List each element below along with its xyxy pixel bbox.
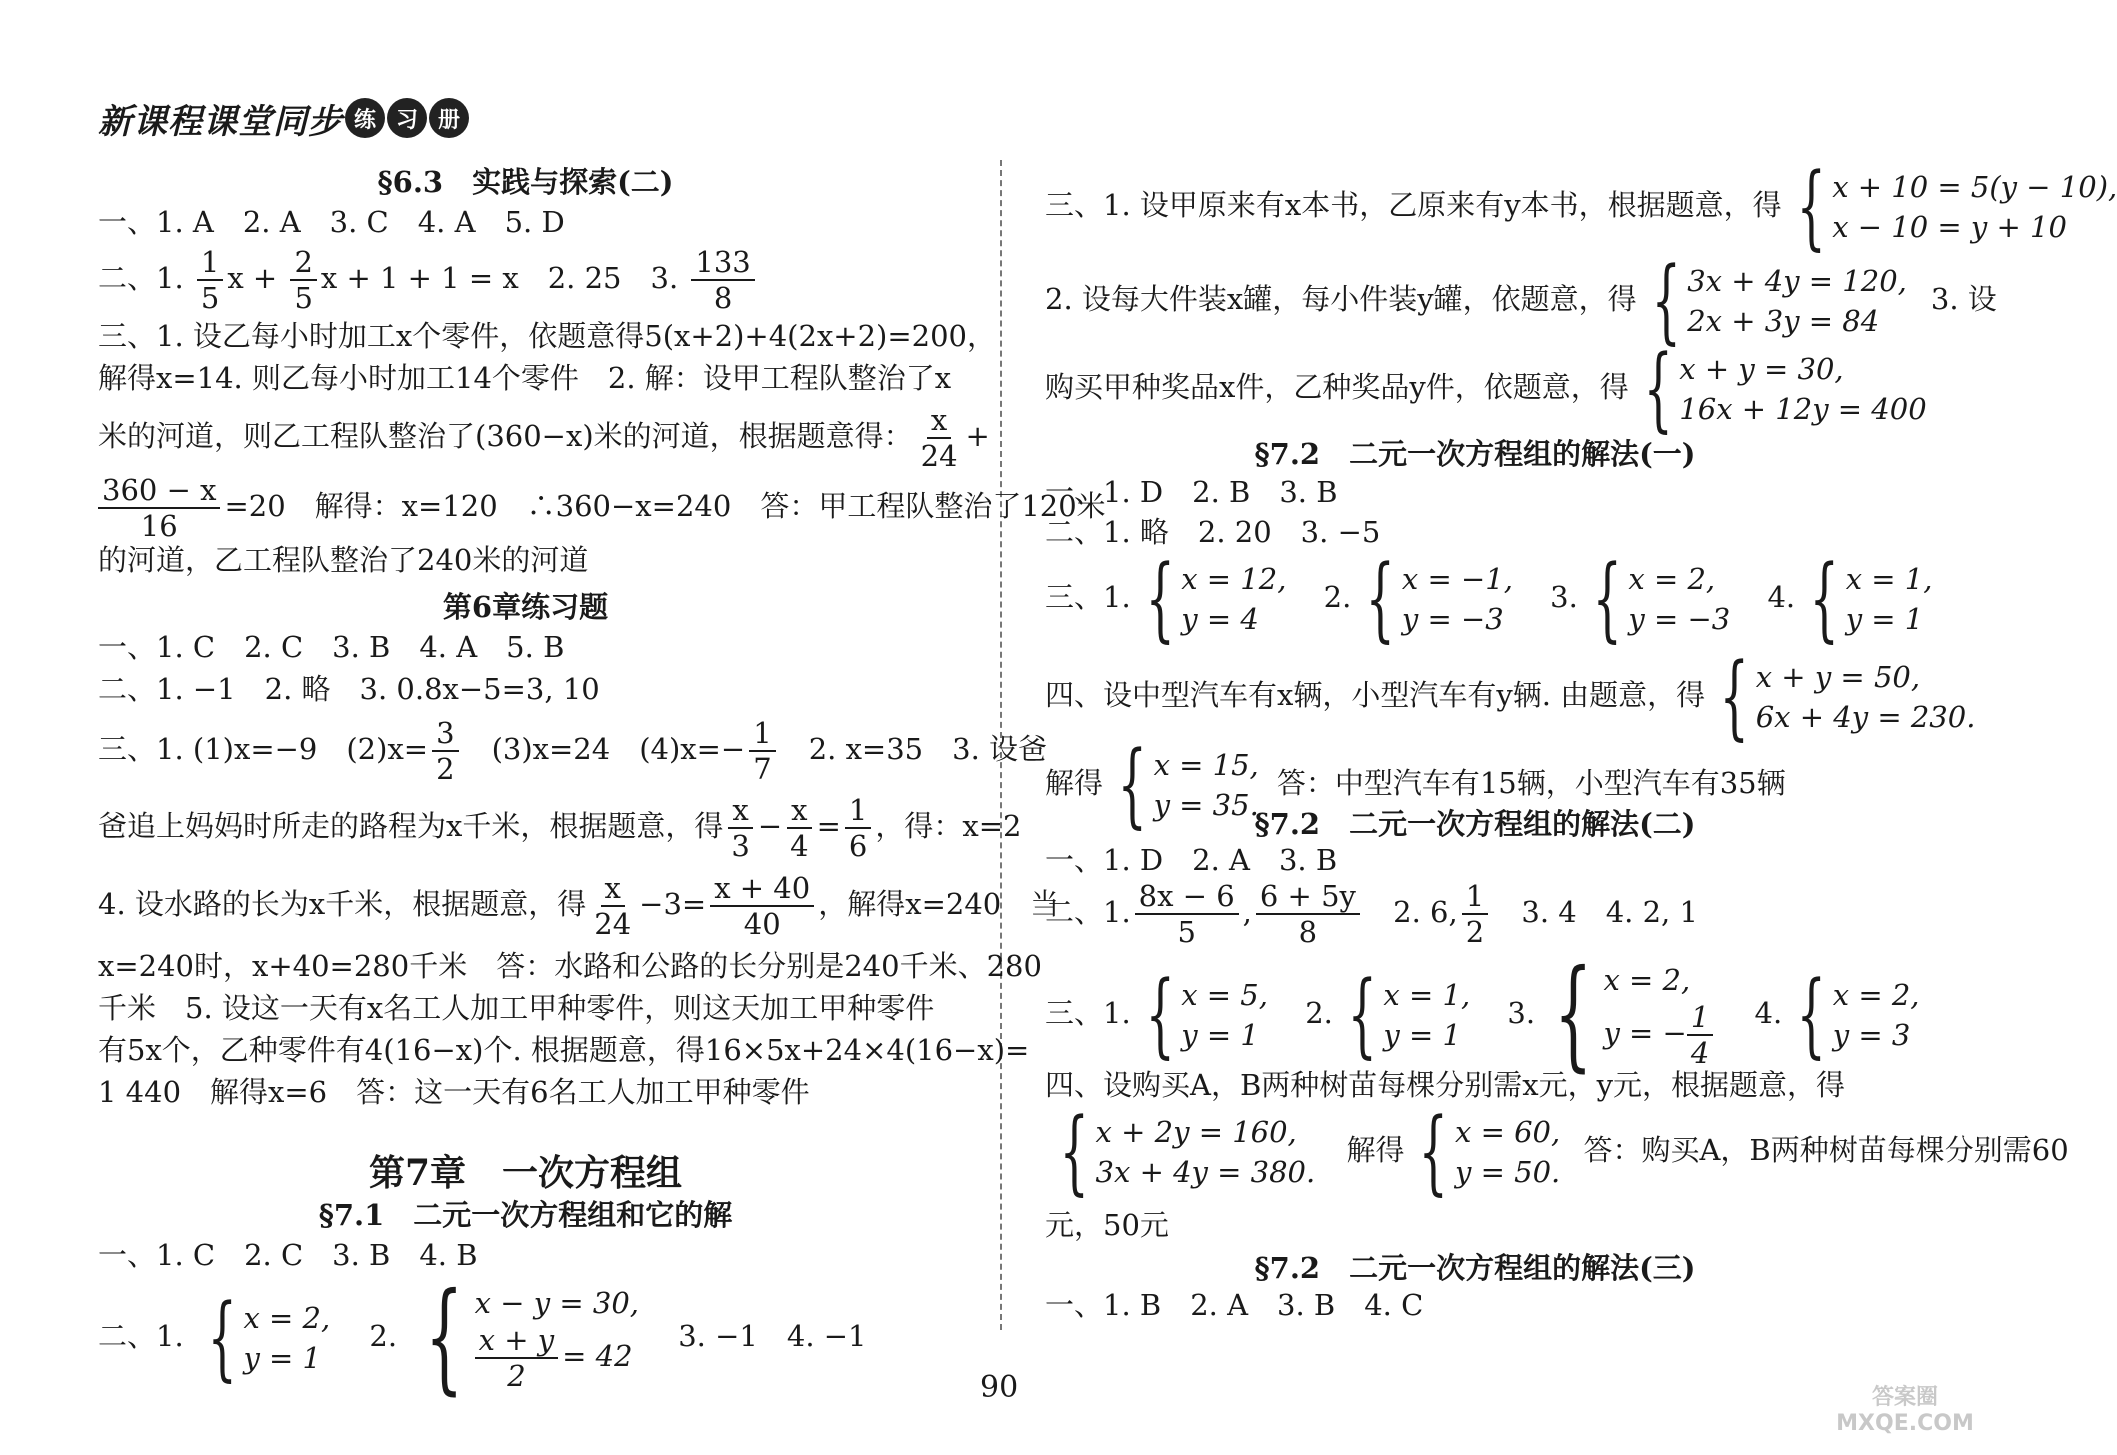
answer-line: 一、1. D 2. A 3. B xyxy=(1045,843,1338,877)
fraction: $\frac{x}{4}$ xyxy=(786,793,812,863)
answer-line: 一、1. B 2. A 3. B 4. C xyxy=(1045,1288,1424,1322)
equation-system: { x = 1, y = 1 xyxy=(1347,961,1471,1068)
answer-line: 有5x个，乙种零件有4(16−x)个. 根据题意，得16×5x+24×4(16−x)= xyxy=(98,1033,1030,1067)
section-heading-7-2-2: §7.2 二元一次方程组的解法(二) xyxy=(1254,807,1696,841)
answer-line: 四、设购买A，B两种树苗每棵分别需x元，y元，根据题意，得 xyxy=(1045,1068,1845,1102)
fraction: $\frac{x}{24}$ xyxy=(594,871,632,941)
equation-system: { x = 2, y = − $\frac{1}{4}$ xyxy=(1535,955,1717,1075)
watermark-logo: 答案圈 MXQE.COM xyxy=(1836,1385,1974,1436)
fraction: $\frac{1}{2}$ xyxy=(1462,879,1488,949)
answer-line: 三、1. { x = 5, y = 1 2. { x = 1, y = 1 3. { x = 2, y = − $\frac{1}{4}$ 4. { x = 2, y = 3 xyxy=(1045,945,1920,1084)
fraction: $\frac{360 - x}{16}$ xyxy=(98,473,220,543)
answer-line: 二、1. { x = 2, y = 1 2. { x − y = 30, $\frac{x + y}{2}$ = 42 3. −1 4. −1 xyxy=(98,1268,867,1407)
section-heading-ch6-exercises: 第6章练习题 xyxy=(442,590,609,624)
equation-system: { x + 10 = 5(y − 10), x − 10 = y + 10 xyxy=(1796,153,2117,260)
fraction: $\frac{3}{2}$ xyxy=(432,716,458,786)
answer-line: 一、1. D 2. B 3. B xyxy=(1045,475,1338,509)
fraction: $\frac{x}{24}$ xyxy=(920,403,958,473)
fraction: $\frac{x + 40}{40}$ xyxy=(710,871,814,941)
fraction: $\frac{x}{3}$ xyxy=(727,793,753,863)
section-heading-7-2-3: §7.2 二元一次方程组的解法(三) xyxy=(1254,1251,1696,1285)
answer-line: 一、1. C 2. C 3. B 4. A 5. B xyxy=(98,630,565,664)
fraction: $\frac{1}{5}$ xyxy=(197,245,223,315)
answer-line: 二、1. −1 2. 略 3. 0.8x−5=3, 10 xyxy=(98,672,600,706)
equation-system: { x + 2y = 160, 3x + 4y = 380. xyxy=(1059,1098,1316,1205)
fraction: $\frac{133}{8}$ xyxy=(691,245,754,315)
answer-line: 1 440 解得x=6 答：这一天有6名工人加工甲种零件 xyxy=(98,1075,810,1109)
answer-line: 解得x=14. 则乙每小时加工14个零件 2. 解：设甲工程队整治了x xyxy=(98,361,952,395)
book-header xyxy=(98,88,469,148)
equation-system: { x = −1, y = −3 xyxy=(1365,545,1513,652)
equation-system: { x = 12, y = 4 xyxy=(1145,545,1287,652)
badge-lian: 练 xyxy=(345,98,385,138)
equation-system: { x + y = 30, 16x + 12y = 400 xyxy=(1643,335,1927,442)
answer-line: 解得 { x = 15, y = 35. 答：中型汽车有15辆，小型汽车有35辆 xyxy=(1045,731,1786,838)
badge-ce: 册 xyxy=(429,98,469,138)
answer-line: 2. 设每大件装x罐，每小件装y罐，依题意，得 { 3x + 4y = 120, 2x + 3y = 84 3. 设 xyxy=(1045,247,1997,354)
answer-line: 三、1. 设甲原来有x本书，乙原来有y本书，根据题意，得 { x + 10 = 5(y − 10), x − 10 = y + 10 xyxy=(1045,153,2117,260)
equation-system: { x = 2, y = 1 xyxy=(207,1284,331,1391)
fraction: $\frac{2}{5}$ xyxy=(290,245,316,315)
badge-xi: 习 xyxy=(387,98,427,138)
equation-system: { x = 2, y = 3 xyxy=(1796,961,1920,1068)
answer-line: 二、1. 略 2. 20 3. −5 xyxy=(1045,515,1381,549)
answer-line: 一、1. C 2. C 3. B 4. B xyxy=(98,1238,478,1272)
answer-line: 四、设中型汽车有x辆，小型汽车有y辆. 由题意，得 { x + y = 50, 6x + 4y = 230. xyxy=(1045,643,1976,750)
answer-line: 一、1. A 2. A 3. C 4. A 5. D xyxy=(98,205,565,239)
equation-system: { x − y = 30, $\frac{x + y}{2}$ = 42 xyxy=(425,1268,640,1407)
answer-line: 三、1. (1)x=−9 (2)x= $\frac{3}{2}$ (3)x=24 (4)x=− $\frac{1}{7}$ 2. x=35 3. 设爸 xyxy=(98,716,1048,786)
answer-line: 4. 设水路的长为x千米，根据题意，得 $\frac{x}{24}$ −3= $\frac{x + 40}{40}$ ，解得x=240 当 xyxy=(98,871,1060,941)
equation-system: { x = 60, y = 50. xyxy=(1419,1098,1561,1205)
answer-line: 二、1. $\frac{1}{5}$ x + $\frac{2}{5}$ x + 1 + 1 = x 2. 25 3. $\frac{133}{8}$ xyxy=(98,242,759,315)
fraction: $\frac{8x - 6}{5}$ xyxy=(1135,879,1239,949)
fraction: $\frac{1}{7}$ xyxy=(749,716,775,786)
series-title: 新课程课堂同步 xyxy=(98,101,343,142)
fraction: $\frac{6 + 5y}{8}$ xyxy=(1256,879,1360,949)
equation-system: { x = 2, y = −3 xyxy=(1592,545,1731,652)
equation-system: { x = 1, y = 1 xyxy=(1809,545,1933,652)
equation-system: { x + y = 50, 6x + 4y = 230. xyxy=(1719,643,1976,750)
fraction: $\frac{1}{6}$ xyxy=(845,793,871,863)
answer-line: 米的河道，则乙工程队整治了(360−x)米的河道，根据题意得： $\frac{x}{24}$ + xyxy=(98,403,990,473)
answer-line: 购买甲种奖品x件，乙种奖品y件，依题意，得 { x + y = 30, 16x + 12y = 400 xyxy=(1045,335,1927,442)
page-number: 90 xyxy=(980,1370,1019,1405)
answer-line: 的河道，乙工程队整治了240米的河道 xyxy=(98,543,589,577)
answer-line: 元，50元 xyxy=(1045,1208,1169,1242)
answer-line: 二、1. $\frac{8x - 6}{5}$ , $\frac{6 + 5y}{8}$ 2. 6, $\frac{1}{2}$ 3. 4 4. 2, 1 xyxy=(1045,879,1698,949)
section-heading-6-3: §6.3 实践与探索(二) xyxy=(377,165,674,199)
equation-system: { x = 15, y = 35. xyxy=(1117,731,1259,838)
answer-line: 爸追上妈妈时所走的路程为x千米，根据题意，得 $\frac{x}{3}$ − $\frac{x}{4}$ = $\frac{1}{6}$ ，得：x=2 xyxy=(98,793,1022,863)
section-heading-7-2-1: §7.2 二元一次方程组的解法(一) xyxy=(1254,437,1696,471)
chapter-title-7: 第7章 一次方程组 xyxy=(368,1152,683,1194)
equation-system: { x = 5, y = 1 xyxy=(1145,961,1268,1068)
answer-line: { x + 2y = 160, 3x + 4y = 380. 解得 { x = 60, y = 50. 答：购买A，B两种树苗每棵分别需60 xyxy=(1045,1105,2069,1198)
answer-line: 千米 5. 设这一天有x名工人加工甲种零件，则这天加工甲种零件 xyxy=(98,991,935,1025)
answer-line: 三、1. { x = 12, y = 4 2. { x = −1, y = −3 3. { x = 2, y = −3 4. { x = 1, y = 1 xyxy=(1045,545,1933,652)
equation-system: { 3x + 4y = 120, 2x + 3y = 84 xyxy=(1651,247,1907,354)
section-heading-7-1: §7.1 二元一次方程组和它的解 xyxy=(318,1198,733,1232)
answer-line: $\frac{360 - x}{16}$ =20 解得：x=120 ∴360−x=240 答：甲工程队整治了120米 xyxy=(98,470,1106,543)
answer-line: 三、1. 设乙每小时加工x个零件，依题意得5(x+2)+4(2x+2)=200， xyxy=(98,319,997,353)
answer-line: x=240时，x+40=280千米 答：水路和公路的长分别是240千米、280 xyxy=(98,949,1042,983)
